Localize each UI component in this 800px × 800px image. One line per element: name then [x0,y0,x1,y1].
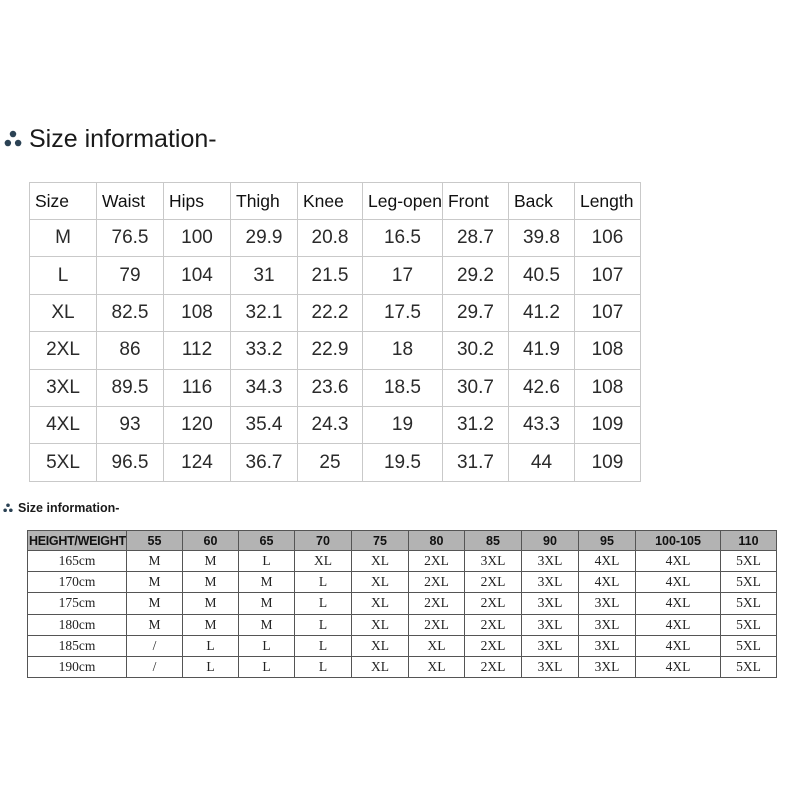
size-table-cell: 109 [574,444,640,481]
height-weight-table-header-cell: 80 [409,531,465,551]
size-table-header-cell: Size [30,183,97,220]
height-weight-table-cell: M [183,614,239,635]
size-table-cell: 22.2 [298,294,363,331]
height-weight-table-cell: L [183,635,239,656]
height-weight-table-cell: 5XL [721,614,777,635]
height-weight-table-cell: XL [352,656,409,677]
size-table-cell: 33.2 [231,332,298,369]
size-table-cell: 42.6 [508,369,574,406]
size-table-cell: 28.7 [442,220,508,257]
height-weight-table-cell: / [127,635,183,656]
size-table-cell: 21.5 [298,257,363,294]
size-table-row [30,406,641,443]
size-table-cell: 43.3 [508,406,574,443]
size-table-cell: 34.3 [231,369,298,406]
size-table-cell: M [30,220,97,257]
height-weight-table-header-cell: 75 [352,531,409,551]
size-table-cell: 31.2 [442,406,508,443]
height-weight-table-header-cell: 90 [522,531,579,551]
size-table-cell: L [30,257,97,294]
size-table-cell: 40.5 [508,257,574,294]
height-weight-table-cell: 5XL [721,635,777,656]
size-table-cell: 20.8 [298,220,363,257]
height-weight-table-row [28,614,777,635]
size-table-header-cell: Length [574,183,640,220]
height-weight-table-cell: M [127,593,183,614]
size-table-cell: 106 [574,220,640,257]
size-table-cell: 96.5 [97,444,164,481]
height-weight-table-cell: 170cm [28,572,127,593]
height-weight-table-cell: 3XL [579,635,636,656]
size-table-cell: 19.5 [363,444,443,481]
height-weight-table-cell: 3XL [522,656,579,677]
size-table-cell: 93 [97,406,164,443]
height-weight-table-cell: 4XL [636,593,721,614]
height-weight-table-cell: 165cm [28,551,127,572]
size-table-row [30,332,641,369]
size-table-row [30,444,641,481]
height-weight-table-row [28,593,777,614]
height-weight-table-cell: L [239,656,295,677]
height-weight-table-cell: L [295,635,352,656]
size-table-cell: 82.5 [97,294,164,331]
size-table-cell: 35.4 [231,406,298,443]
height-weight-table-row [28,656,777,677]
size-table-cell: 29.7 [442,294,508,331]
size-table-cell: 17.5 [363,294,443,331]
height-weight-table-header-row [28,531,777,551]
height-weight-table-cell: XL [352,614,409,635]
height-weight-table-header-cell: 55 [127,531,183,551]
height-weight-table-cell: 2XL [409,551,465,572]
size-table-row [30,257,641,294]
height-weight-table-cell: L [295,572,352,593]
height-weight-table-cell: M [127,551,183,572]
size-table-cell: 41.9 [508,332,574,369]
size-table-row [30,294,641,331]
height-weight-table-cell: L [295,593,352,614]
size-table-cell: 44 [508,444,574,481]
size-table-cell: 2XL [30,332,97,369]
height-weight-table-cell: L [183,656,239,677]
size-info-heading-text: Size information- [18,501,120,515]
height-weight-table-cell: M [183,593,239,614]
size-info-heading-text: Size information- [29,124,217,153]
height-weight-table-cell: XL [352,572,409,593]
size-table-cell: 32.1 [231,294,298,331]
size-table-cell: 108 [164,294,231,331]
height-weight-table-cell: XL [409,635,465,656]
size-info-heading-small [3,500,119,516]
height-weight-table-cell: M [127,572,183,593]
height-weight-table-cell: 185cm [28,635,127,656]
size-table-cell: 19 [363,406,443,443]
size-table-cell: 25 [298,444,363,481]
size-table-cell: 18 [363,332,443,369]
height-weight-table-cell: 2XL [465,635,522,656]
height-weight-table-cell: XL [352,593,409,614]
height-weight-table-cell: M [239,572,295,593]
height-weight-table-cell: M [183,551,239,572]
height-weight-table-cell: XL [295,551,352,572]
size-table-cell: 104 [164,257,231,294]
height-weight-table-cell: 3XL [522,551,579,572]
size-table-cell: 4XL [30,406,97,443]
height-weight-table-cell: 2XL [465,593,522,614]
height-weight-table-cell: / [127,656,183,677]
size-table-cell: 16.5 [363,220,443,257]
height-weight-table-cell: 4XL [636,551,721,572]
height-weight-table-header-cell: 95 [579,531,636,551]
size-table-cell: XL [30,294,97,331]
height-weight-table-cell: 3XL [579,656,636,677]
height-weight-table-cell: L [239,551,295,572]
size-table-cell: 76.5 [97,220,164,257]
size-table-cell: 31 [231,257,298,294]
height-weight-table-cell: 5XL [721,572,777,593]
height-weight-table-cell: M [183,572,239,593]
height-weight-table-row [28,635,777,656]
trefoil-dots-icon [4,130,22,148]
size-table-cell: 36.7 [231,444,298,481]
size-table-header-cell: Waist [97,183,164,220]
height-weight-table-cell: 2XL [409,614,465,635]
height-weight-table-cell: XL [352,635,409,656]
size-table-cell: 89.5 [97,369,164,406]
size-table-cell: 30.7 [442,369,508,406]
size-table-cell: 31.7 [442,444,508,481]
height-weight-table-cell: L [295,656,352,677]
size-table-header-cell: Thigh [231,183,298,220]
size-table-cell: 108 [574,369,640,406]
height-weight-table-cell: 3XL [579,593,636,614]
height-weight-size-table [27,530,777,678]
size-table-cell: 108 [574,332,640,369]
size-table-header-cell: Back [508,183,574,220]
height-weight-table-cell: 4XL [636,614,721,635]
size-table-cell: 109 [574,406,640,443]
size-table-header-cell: Front [442,183,508,220]
height-weight-table-cell: 3XL [522,635,579,656]
height-weight-table-cell: 3XL [522,593,579,614]
height-weight-table-row [28,551,777,572]
height-weight-table-cell: 5XL [721,656,777,677]
size-table-cell: 17 [363,257,443,294]
height-weight-table-cell: 5XL [721,593,777,614]
size-table-cell: 23.6 [298,369,363,406]
height-weight-table-cell: 3XL [522,572,579,593]
height-weight-table-cell: L [295,614,352,635]
height-weight-table-header-cell: 85 [465,531,522,551]
height-weight-table-cell: L [239,635,295,656]
height-weight-table-cell: 3XL [579,614,636,635]
height-weight-table-cell: 2XL [465,614,522,635]
height-weight-table-cell: 4XL [636,572,721,593]
size-table-cell: 18.5 [363,369,443,406]
height-weight-table-cell: 5XL [721,551,777,572]
size-table-cell: 107 [574,257,640,294]
height-weight-table-cell: 180cm [28,614,127,635]
size-table-cell: 29.2 [442,257,508,294]
size-table-row [30,369,641,406]
size-table-header-cell: Knee [298,183,363,220]
size-table-cell: 116 [164,369,231,406]
height-weight-table-cell: M [127,614,183,635]
height-weight-table-header-cell: 65 [239,531,295,551]
trefoil-dots-icon [3,503,13,513]
height-weight-table-header-cell: HEIGHT/WEIGHT [28,531,127,551]
size-table-cell: 86 [97,332,164,369]
height-weight-table-header-cell: 70 [295,531,352,551]
height-weight-table-cell: 2XL [465,572,522,593]
size-table-cell: 30.2 [442,332,508,369]
height-weight-table-cell: 2XL [409,572,465,593]
size-table-cell: 29.9 [231,220,298,257]
height-weight-table-header-cell: 110 [721,531,777,551]
size-table-header-row [30,183,641,220]
size-table-cell: 79 [97,257,164,294]
height-weight-table-cell: 2XL [465,656,522,677]
size-table-cell: 39.8 [508,220,574,257]
size-table-cell: 107 [574,294,640,331]
size-table-cell: 3XL [30,369,97,406]
height-weight-table-cell: 2XL [409,593,465,614]
size-table-cell: 124 [164,444,231,481]
size-table-cell: 120 [164,406,231,443]
height-weight-table-row [28,572,777,593]
height-weight-table-cell: 3XL [522,614,579,635]
height-weight-table-cell: 4XL [636,656,721,677]
height-weight-table-cell: 4XL [579,551,636,572]
height-weight-table-cell: 4XL [579,572,636,593]
size-table-header-cell: Hips [164,183,231,220]
size-table-cell: 100 [164,220,231,257]
height-weight-table-cell: M [239,614,295,635]
height-weight-table-cell: 4XL [636,635,721,656]
height-weight-table-cell: 175cm [28,593,127,614]
height-weight-table-cell: M [239,593,295,614]
size-info-heading-large [4,124,217,154]
height-weight-table-cell: 3XL [465,551,522,572]
height-weight-table-cell: XL [409,656,465,677]
size-measurement-table [29,182,641,482]
height-weight-table-cell: 190cm [28,656,127,677]
size-table-cell: 41.2 [508,294,574,331]
height-weight-table-header-cell: 60 [183,531,239,551]
height-weight-table-header-cell: 100-105 [636,531,721,551]
size-table-cell: 22.9 [298,332,363,369]
size-table-cell: 24.3 [298,406,363,443]
size-table-header-cell: Leg-open [363,183,443,220]
size-table-row [30,220,641,257]
height-weight-table-cell: XL [352,551,409,572]
size-table-cell: 112 [164,332,231,369]
size-table-cell: 5XL [30,444,97,481]
